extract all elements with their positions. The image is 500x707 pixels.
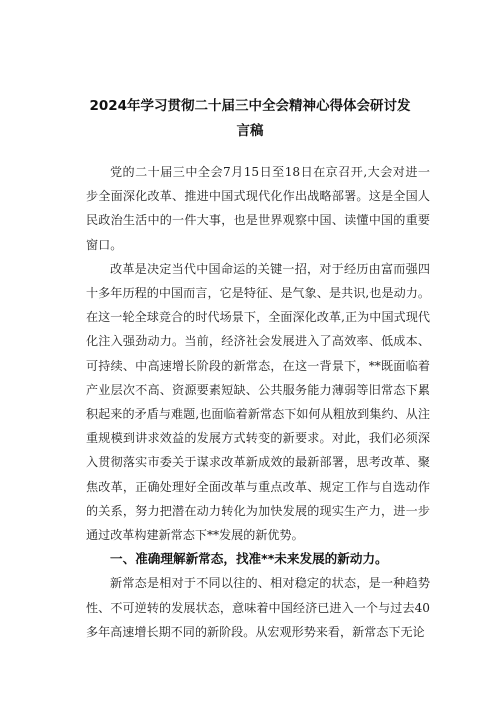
section-heading-1: 一、准确理解新常态，找准**未来发展的新动力。	[110, 551, 388, 567]
paragraph-1: 党的二十届三中全会7月15日至18日在京召开,大会对进一步全面深化改革、推进中国式现代化作出战略部署。这是全国人民政治生活中的一件大事，也是世界观察中国、读懂中国的重要窗口。	[86, 165, 430, 252]
title-line-2: 言稿	[236, 123, 264, 139]
paragraph-2: 改革是决定当代中国命运的关键一招，对于经历由富而强四十多年历程的中国而言，它是特征、是气象、是共识,也是动力。在这一轮全球竞合的时代场景下，全面深化改革,正为中国式现代化注入强劲动力。当前，经济社会发展进入了高效率、低成本、可持续、中高速增长阶段的新常态，在这一背景下，**既面临着产业层次不高、资源要素短缺、公共服务能力薄弱等旧常态下累积起来的矛盾与难题,也面临着新常态下如何从粗放到集约、从注重规模到讲求效益的发展方式转变的新要求。对此，我们必须深入贯彻落实市委关于谋求改革新成效的最新部署，思考改革、聚焦改革，正确处理好全面改革与重点改革、规定工作与自选动作的关系，努力把潜在动力转化为加快发展的现实生产力，进一步通过改革构建新常态下**发展的新优势。	[86, 261, 430, 543]
paragraph-3: 新常态是相对于不同以往的、相对稳定的状态，是一种趋势性、不可逆转的发展状态，意味着中国经济已进入一个与过去40多年高速增长期不同的新阶段。从宏观形势来看，新常态下无论	[86, 576, 430, 639]
document-title	[85, 94, 415, 144]
title-line-1: 2024年学习贯彻二十届三中全会精神心得体会研讨发	[89, 98, 411, 114]
document-body	[86, 160, 430, 644]
